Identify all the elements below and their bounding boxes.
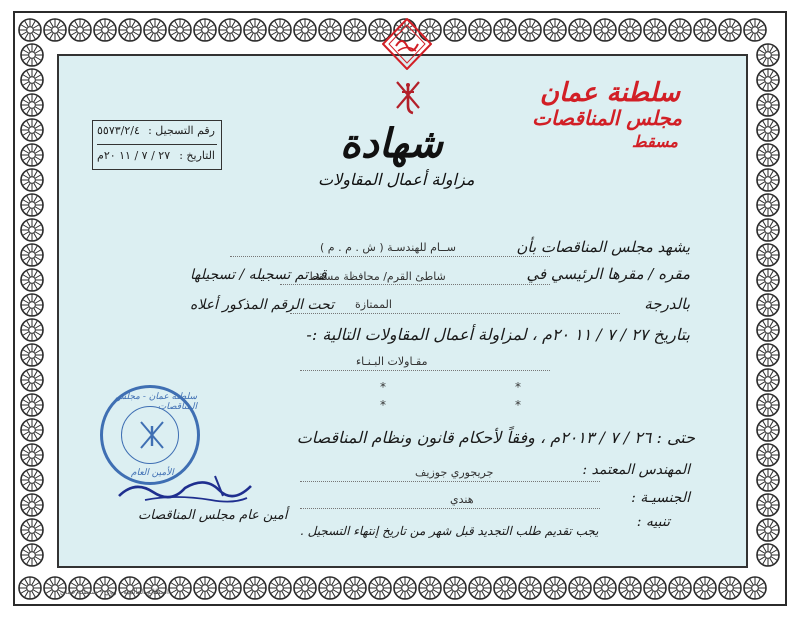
- border-rosette: [294, 19, 316, 41]
- border-rosette: [757, 169, 779, 191]
- border-rosette: [19, 577, 41, 599]
- border-rosette: [21, 269, 43, 291]
- border-rosette: [144, 19, 166, 41]
- registration-date-label: التاريخ :: [179, 149, 215, 162]
- border-rosette: [644, 577, 666, 599]
- headquarters-location: شاطئ القرم/ محافظة مسقط: [308, 270, 446, 283]
- border-rosette: [757, 394, 779, 416]
- border-rosette: [21, 394, 43, 416]
- border-rosette: [757, 369, 779, 391]
- border-rosette: [757, 444, 779, 466]
- oman-khanjar-emblem-icon: [393, 78, 423, 116]
- border-rosette: [21, 144, 43, 166]
- border-rosette: [469, 577, 491, 599]
- activity-bullet: *: [380, 398, 386, 412]
- border-rosette: [169, 19, 191, 41]
- border-rosette: [669, 19, 691, 41]
- border-rosette: [494, 19, 516, 41]
- border-rosette: [169, 577, 191, 599]
- border-rosette: [21, 69, 43, 91]
- border-rosette: [21, 119, 43, 141]
- border-rosette: [757, 144, 779, 166]
- border-rosette: [757, 69, 779, 91]
- border-rosette: [619, 577, 641, 599]
- border-rosette: [21, 194, 43, 216]
- border-rosette: [21, 369, 43, 391]
- registration-number-label: رقم التسجيل :: [148, 124, 215, 137]
- engineer-label: المهندس المعتمد :: [582, 462, 690, 478]
- border-rosette: [294, 577, 316, 599]
- border-rosette: [244, 19, 266, 41]
- border-rosette: [444, 577, 466, 599]
- company-name: ســام للهندسـة ( ش . م . م ): [320, 241, 456, 254]
- border-rosette: [21, 344, 43, 366]
- border-rosette: [757, 419, 779, 441]
- border-rosette: [757, 344, 779, 366]
- border-rosette: [519, 19, 541, 41]
- border-rosette: [757, 194, 779, 216]
- border-rosette: [21, 519, 43, 541]
- registration-number-value: ٥٥٧٣/٢/٤: [97, 124, 140, 137]
- border-rosette: [644, 19, 666, 41]
- border-rosette: [94, 19, 116, 41]
- border-rosette: [544, 19, 566, 41]
- border-rosette: [619, 19, 641, 41]
- border-rosette: [669, 577, 691, 599]
- nationality-value: هندي: [450, 493, 474, 506]
- printer-footer: المطابع العالمية - روي - سلطنة عمان: [60, 588, 169, 596]
- border-rosette: [757, 119, 779, 141]
- border-rosette: [719, 19, 741, 41]
- stamp-emblem-icon: [137, 418, 167, 454]
- border-rosette: [594, 577, 616, 599]
- border-rosette: [757, 244, 779, 266]
- border-rosette: [244, 577, 266, 599]
- border-rosette: [494, 577, 516, 599]
- border-rosette: [219, 577, 241, 599]
- certificate-title: شهادة: [340, 120, 443, 167]
- signature-graphic: [115, 470, 255, 510]
- border-rosette: [344, 577, 366, 599]
- border-rosette: [744, 19, 766, 41]
- registered-number-ref: تحت الرقم المذكور أعلاه: [190, 297, 335, 313]
- border-rosette: [21, 444, 43, 466]
- certificate-subtitle: مزاولة أعمال المقاولات: [318, 170, 475, 189]
- registration-box: [92, 120, 222, 170]
- border-rosette: [757, 519, 779, 541]
- border-rosette: [394, 577, 416, 599]
- border-rosette: [569, 19, 591, 41]
- border-rosette: [757, 469, 779, 491]
- border-rosette: [594, 19, 616, 41]
- activity-bullet: *: [380, 380, 386, 394]
- border-rosette: [44, 19, 66, 41]
- org-name-line3: مسقط: [631, 132, 678, 151]
- border-rosette: [319, 577, 341, 599]
- note-label: تنبيه :: [636, 514, 670, 530]
- border-rosette: [757, 494, 779, 516]
- border-rosette: [369, 577, 391, 599]
- border-rosette: [544, 577, 566, 599]
- border-rosette: [19, 19, 41, 41]
- border-rosette: [21, 169, 43, 191]
- bismillah-seal-icon: [382, 18, 432, 70]
- org-name-line1: سلطنة عمان: [539, 78, 680, 108]
- border-rosette: [757, 44, 779, 66]
- border-rosette: [21, 244, 43, 266]
- border-rosette: [757, 544, 779, 566]
- border-rosette: [21, 419, 43, 441]
- border-rosette: [719, 577, 741, 599]
- border-rosette: [21, 294, 43, 316]
- border-rosette: [444, 19, 466, 41]
- border-rosette: [119, 19, 141, 41]
- border-rosette: [694, 577, 716, 599]
- registered-text: قد تم تسجيله / تسجيلها: [190, 267, 327, 283]
- border-rosette: [757, 294, 779, 316]
- border-rosette: [757, 94, 779, 116]
- border-rosette: [269, 577, 291, 599]
- nationality-label: الجنسيـة :: [631, 490, 690, 506]
- border-rosette: [21, 94, 43, 116]
- org-name-line2: مجلس المناقصات: [532, 106, 682, 130]
- border-rosette: [194, 19, 216, 41]
- activity-bullet: *: [515, 398, 521, 412]
- border-rosette: [69, 19, 91, 41]
- border-rosette: [319, 19, 341, 41]
- border-rosette: [21, 44, 43, 66]
- border-rosette: [21, 494, 43, 516]
- border-rosette: [21, 469, 43, 491]
- border-rosette: [694, 19, 716, 41]
- body-line4-text: بتاريخ ٢٧ / ٧ / ١١ ٢٠م ، لمزاولة أعمال المقاولات التالية :-: [306, 325, 690, 344]
- grade-value: الممتازة: [355, 298, 392, 311]
- engineer-name: جريجوري جوزيف: [415, 466, 494, 479]
- border-rosette: [419, 577, 441, 599]
- stamp-bottom-text: الأمين العام: [131, 468, 174, 478]
- border-rosette: [469, 19, 491, 41]
- border-rosette: [269, 19, 291, 41]
- validity-text: حتى : ٢٦ / ٧ / ٢٠١٣م ، وفقاً لأحكام قانون ونظام المناقصات: [296, 428, 695, 447]
- body-line2-label: مقره / مقرها الرئيسي في: [526, 265, 690, 283]
- signer-title: أمين عام مجلس المناقصات: [138, 508, 288, 523]
- border-rosette: [757, 269, 779, 291]
- border-rosette: [519, 577, 541, 599]
- note-text: يجب تقديم طلب التجديد قبل شهر من تاريخ إنتهاء التسجيل .: [300, 524, 599, 538]
- registration-date-value: ٢٧ / ٧ / ١١ ٢٠م: [97, 149, 171, 162]
- contracting-activity: مقـاولات البـنـاء: [356, 355, 428, 368]
- border-rosette: [21, 544, 43, 566]
- body-line1-label: يشهد مجلس المناقصات بأن: [516, 238, 690, 256]
- activity-bullet: *: [515, 380, 521, 394]
- border-rosette: [21, 219, 43, 241]
- border-rosette: [219, 19, 241, 41]
- border-rosette: [744, 577, 766, 599]
- border-rosette: [194, 577, 216, 599]
- border-rosette: [21, 319, 43, 341]
- border-rosette: [569, 577, 591, 599]
- border-rosette: [344, 19, 366, 41]
- border-rosette: [757, 319, 779, 341]
- border-rosette: [757, 219, 779, 241]
- body-line3-label: بالدرجة: [644, 295, 690, 313]
- stamp-outer-text: سلطنة عمان - مجلس المناقصات: [114, 392, 197, 412]
